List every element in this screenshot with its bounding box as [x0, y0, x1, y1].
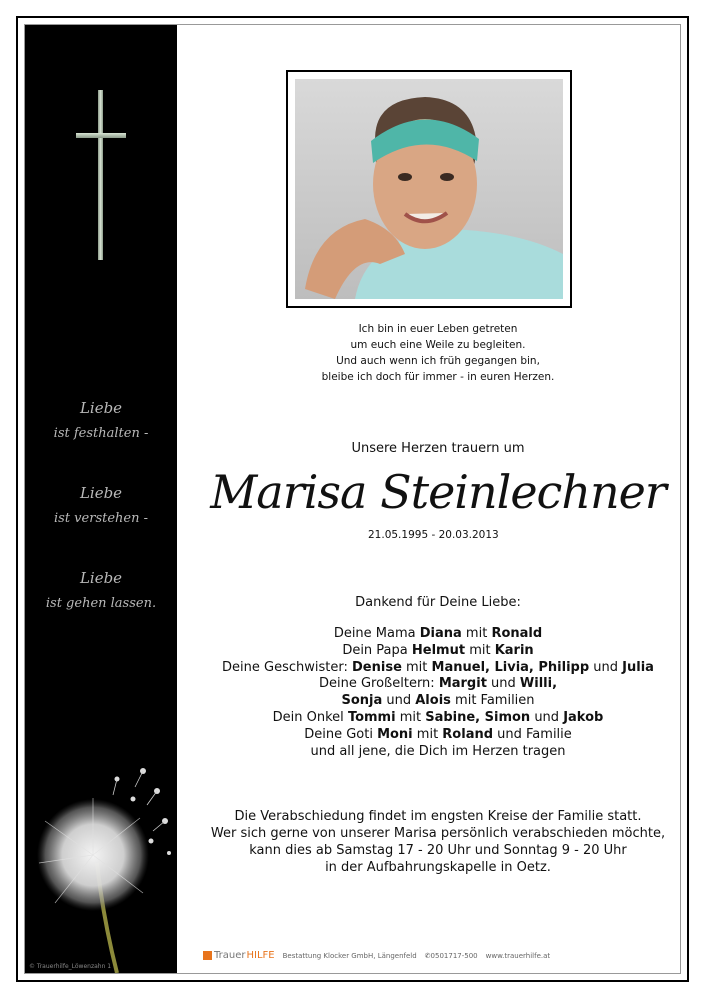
- thanks-heading: Dankend für Deine Liebe:: [355, 595, 521, 610]
- poem-stanza: [25, 395, 177, 447]
- family-text: mit Familien: [450, 693, 535, 709]
- logo-text: Trauer: [214, 950, 246, 961]
- family-text: und: [382, 693, 416, 709]
- family-line: [178, 626, 698, 643]
- deceased-name: Marisa Steinlechner: [210, 465, 666, 519]
- poem-stanza: [25, 565, 177, 617]
- copyright-note: © Trauerhilfe_Löwenzahn 1: [29, 963, 112, 970]
- family-member-name: Alois: [415, 693, 451, 709]
- family-member-name: Karin: [494, 642, 534, 658]
- dandelion-image: [25, 743, 177, 973]
- poem-word: Liebe: [79, 484, 123, 502]
- family-member-name: Margit: [438, 676, 487, 692]
- company-name: Bestattung Klocker GmbH, Längenfeld: [282, 951, 417, 960]
- quote-line: Und auch wenn ich früh gegangen bin,: [336, 355, 540, 367]
- family-line: [178, 643, 698, 660]
- family-line: [178, 710, 698, 727]
- poem-line: ist festhalten -: [53, 426, 149, 441]
- family-line: [178, 676, 698, 693]
- family-line: [178, 693, 698, 710]
- farewell-notice: [178, 808, 698, 876]
- farewell-line: in der Aufbahrungskapelle in Oetz.: [325, 860, 551, 875]
- family-member-name: Julia: [622, 659, 654, 675]
- farewell-line: Die Verabschiedung findet im engsten Kreise der Familie statt.: [234, 809, 642, 824]
- mourning-heading: Unsere Herzen trauern um: [351, 441, 525, 456]
- family-member-name: Sonja: [341, 693, 383, 709]
- quote-line: Ich bin in euer Leben getreten: [358, 323, 518, 335]
- family-text: mit: [465, 642, 495, 658]
- memorial-quote: [178, 321, 698, 385]
- family-line: [178, 744, 698, 761]
- poem-word: Liebe: [79, 569, 123, 587]
- family-member-name: Diana: [419, 626, 462, 641]
- family-member-name: Manuel, Livia, Philipp: [431, 659, 590, 675]
- family-member-name: Jakob: [563, 709, 604, 725]
- farewell-line: kann dies ab Samstag 17 - 20 Uhr und Sonntag 9 - 20 Uhr: [249, 843, 627, 858]
- family-list: [178, 626, 698, 760]
- portrait-photo: [295, 79, 563, 299]
- family-member-name: Willi,: [519, 676, 558, 692]
- portrait-frame: [286, 70, 572, 308]
- poem-stanza: [25, 480, 177, 532]
- footer: [203, 950, 550, 961]
- family-text: Dein Papa: [342, 642, 412, 658]
- family-text: und: [530, 709, 564, 725]
- family-text: mit: [412, 726, 443, 742]
- family-line: [178, 727, 698, 744]
- family-text: Deine Goti: [304, 726, 378, 742]
- website-link[interactable]: www.trauerhilfe.at: [485, 951, 551, 960]
- family-line: [178, 660, 698, 677]
- poem-line: ist gehen lassen.: [45, 596, 157, 611]
- family-text: und: [486, 676, 520, 692]
- poem-word: Liebe: [79, 399, 123, 417]
- family-member-name: Helmut: [411, 642, 466, 658]
- family-member-name: Denise: [352, 659, 402, 675]
- family-member-name: Roland: [442, 726, 494, 742]
- logo-text-accent: HILFE: [246, 950, 275, 961]
- family-text: mit: [395, 709, 426, 725]
- family-text: und Familie: [493, 726, 572, 742]
- family-text: mit: [401, 659, 432, 675]
- quote-line: um euch eine Weile zu begleiten.: [350, 339, 526, 351]
- family-text: Dein Onkel: [272, 709, 348, 725]
- life-dates: 21.05.1995 - 20.03.2013: [368, 529, 499, 541]
- family-member-name: Sabine, Simon: [425, 709, 531, 725]
- family-member-name: Tommi: [347, 709, 396, 725]
- farewell-line: Wer sich gerne von unserer Marisa persönlich verabschieden möchte,: [210, 826, 666, 841]
- family-text: Deine Geschwister:: [222, 659, 353, 675]
- trauerhilfe-logo-icon: [203, 951, 212, 960]
- quote-line: bleibe ich doch für immer - in euren Herzen.: [321, 371, 555, 383]
- sidebar-panel: [25, 25, 177, 973]
- family-member-name: Moni: [377, 726, 413, 742]
- family-text: Deine Mama: [333, 626, 420, 641]
- phone-number: ✆0501717-500: [424, 951, 478, 960]
- poem-line: ist verstehen -: [54, 511, 148, 526]
- family-text: und all jene, die Dich im Herzen tragen: [310, 743, 566, 759]
- family-text: und: [589, 659, 623, 675]
- family-member-name: Ronald: [491, 626, 543, 641]
- family-text: mit: [461, 626, 492, 641]
- family-text: Deine Großeltern:: [318, 676, 439, 692]
